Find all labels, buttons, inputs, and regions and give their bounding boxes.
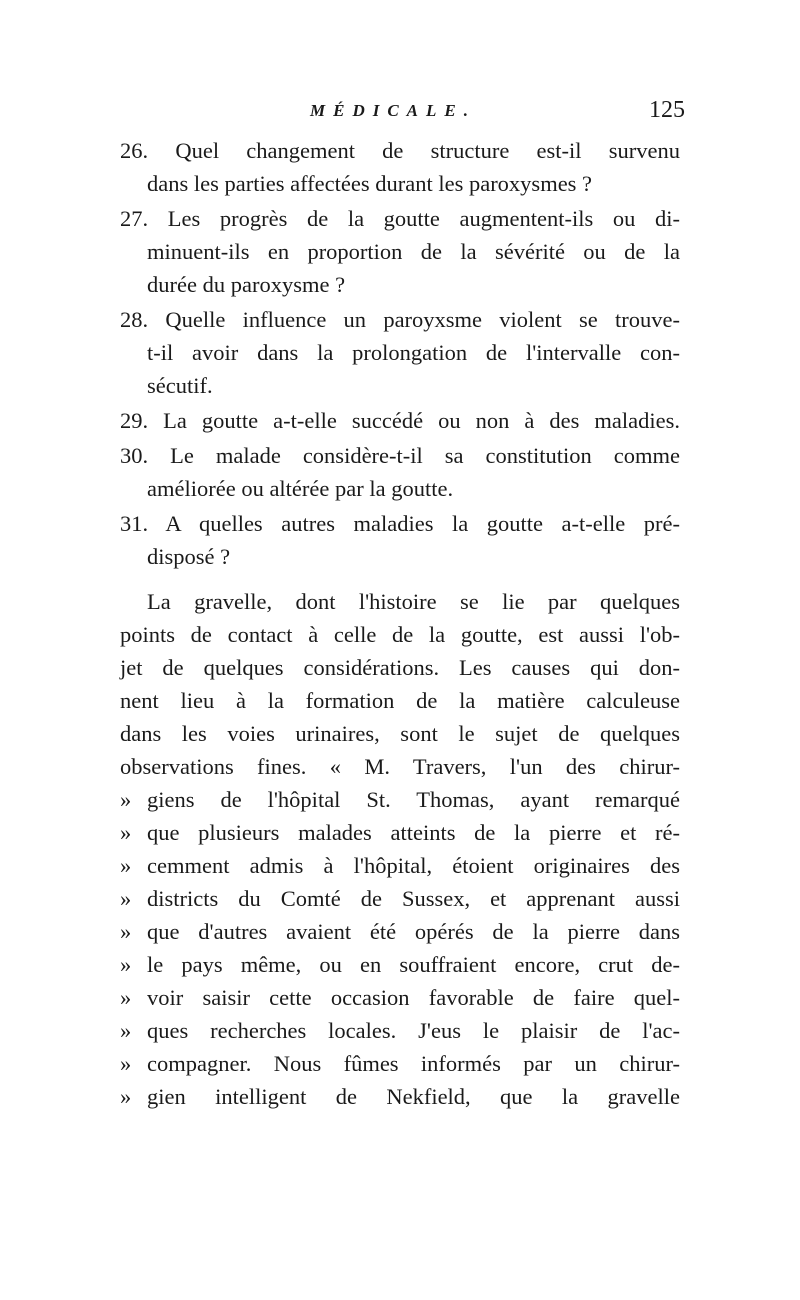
quote-mark: » bbox=[120, 1018, 132, 1043]
paragraph-line-6: observations fines. « M. Travers, l'un des chirur- bbox=[120, 754, 680, 779]
quoted-text: giens de l'hôpital St. Thomas, ayant remarqué bbox=[147, 787, 680, 812]
quote-mark: » bbox=[120, 919, 132, 944]
quote-mark: » bbox=[120, 1051, 132, 1076]
quote-mark: » bbox=[120, 886, 132, 911]
quoted-line-5 bbox=[120, 915, 680, 948]
quoted-line-3 bbox=[120, 849, 680, 882]
paragraph-line-5: dans les voies urinaires, sont le sujet de quelques bbox=[120, 721, 680, 746]
quote-mark: » bbox=[120, 853, 132, 878]
page-number: 125 bbox=[649, 97, 685, 123]
quoted-line-10 bbox=[120, 1080, 680, 1113]
quoted-line-2 bbox=[120, 816, 680, 849]
quote-mark: » bbox=[120, 787, 132, 812]
quoted-line-6 bbox=[120, 948, 680, 981]
quoted-line-1 bbox=[120, 783, 680, 816]
question-26-line-2: dans les parties affectées durant les paroxysmes ? bbox=[147, 171, 593, 196]
paragraph-line-4: nent lieu à la formation de la matière calculeuse bbox=[120, 688, 680, 713]
question-26-line-1: 26. Quel changement de structure est-il survenu bbox=[120, 138, 680, 163]
quoted-line-9 bbox=[120, 1047, 680, 1080]
quoted-text: le pays même, ou en souffraient encore, crut de- bbox=[147, 952, 680, 977]
question-30-line-2: améliorée ou altérée par la goutte. bbox=[147, 476, 454, 501]
quoted-text: voir saisir cette occasion favorable de faire quel- bbox=[147, 985, 680, 1010]
quoted-text: cemment admis à l'hôpital, étoient originaires des bbox=[147, 853, 680, 878]
quoted-line-7 bbox=[120, 981, 680, 1014]
question-27-line-1: 27. Les progrès de la goutte augmentent-ils ou di- bbox=[120, 206, 680, 231]
page-header bbox=[120, 95, 685, 135]
question-28-line-3: sécutif. bbox=[147, 373, 213, 398]
quote-mark: » bbox=[120, 985, 132, 1010]
quote-mark: » bbox=[120, 952, 132, 977]
quote-mark: » bbox=[120, 1084, 132, 1109]
paragraph-line-2: points de contact à celle de la goutte, est aussi l'ob- bbox=[120, 622, 680, 647]
quoted-text: que d'autres avaient été opérés de la pierre dans bbox=[147, 919, 680, 944]
paragraph-line-3: jet de quelques considérations. Les causes qui don- bbox=[120, 655, 680, 680]
question-27-line-3: durée du paroxysme ? bbox=[147, 272, 346, 297]
paragraph-line-1: La gravelle, dont l'histoire se lie par quelques bbox=[147, 589, 680, 614]
quoted-line-4 bbox=[120, 882, 680, 915]
running-head: MÉDICALE. bbox=[310, 101, 476, 120]
quote-mark: » bbox=[120, 820, 132, 845]
question-28-line-2: t-il avoir dans la prolongation de l'intervalle con- bbox=[147, 340, 680, 365]
quoted-text: gien intelligent de Nekfield, que la gravelle bbox=[147, 1084, 680, 1109]
quoted-text: que plusieurs malades atteints de la pierre et ré- bbox=[147, 820, 680, 845]
quoted-line-8 bbox=[120, 1014, 680, 1047]
quoted-text: compagner. Nous fûmes informés par un chirur- bbox=[147, 1051, 680, 1076]
question-27-line-2: minuent-ils en proportion de la sévérité ou de la bbox=[147, 239, 680, 264]
question-28-line-1: 28. Quelle influence un paroyxsme violent se trouve- bbox=[120, 307, 680, 332]
question-29-line-1: 29. La goutte a-t-elle succédé ou non à des maladies. bbox=[120, 408, 680, 433]
question-30-line-1: 30. Le malade considère-t-il sa constitution comme bbox=[120, 443, 680, 468]
quoted-text: districts du Comté de Sussex, et apprenant aussi bbox=[147, 886, 680, 911]
question-31-line-2: disposé ? bbox=[147, 544, 231, 569]
page-body bbox=[120, 134, 680, 1113]
quoted-text: ques recherches locales. J'eus le plaisir de l'ac- bbox=[147, 1018, 680, 1043]
question-31-line-1: 31. A quelles autres maladies la goutte a-t-elle pré- bbox=[120, 511, 680, 536]
